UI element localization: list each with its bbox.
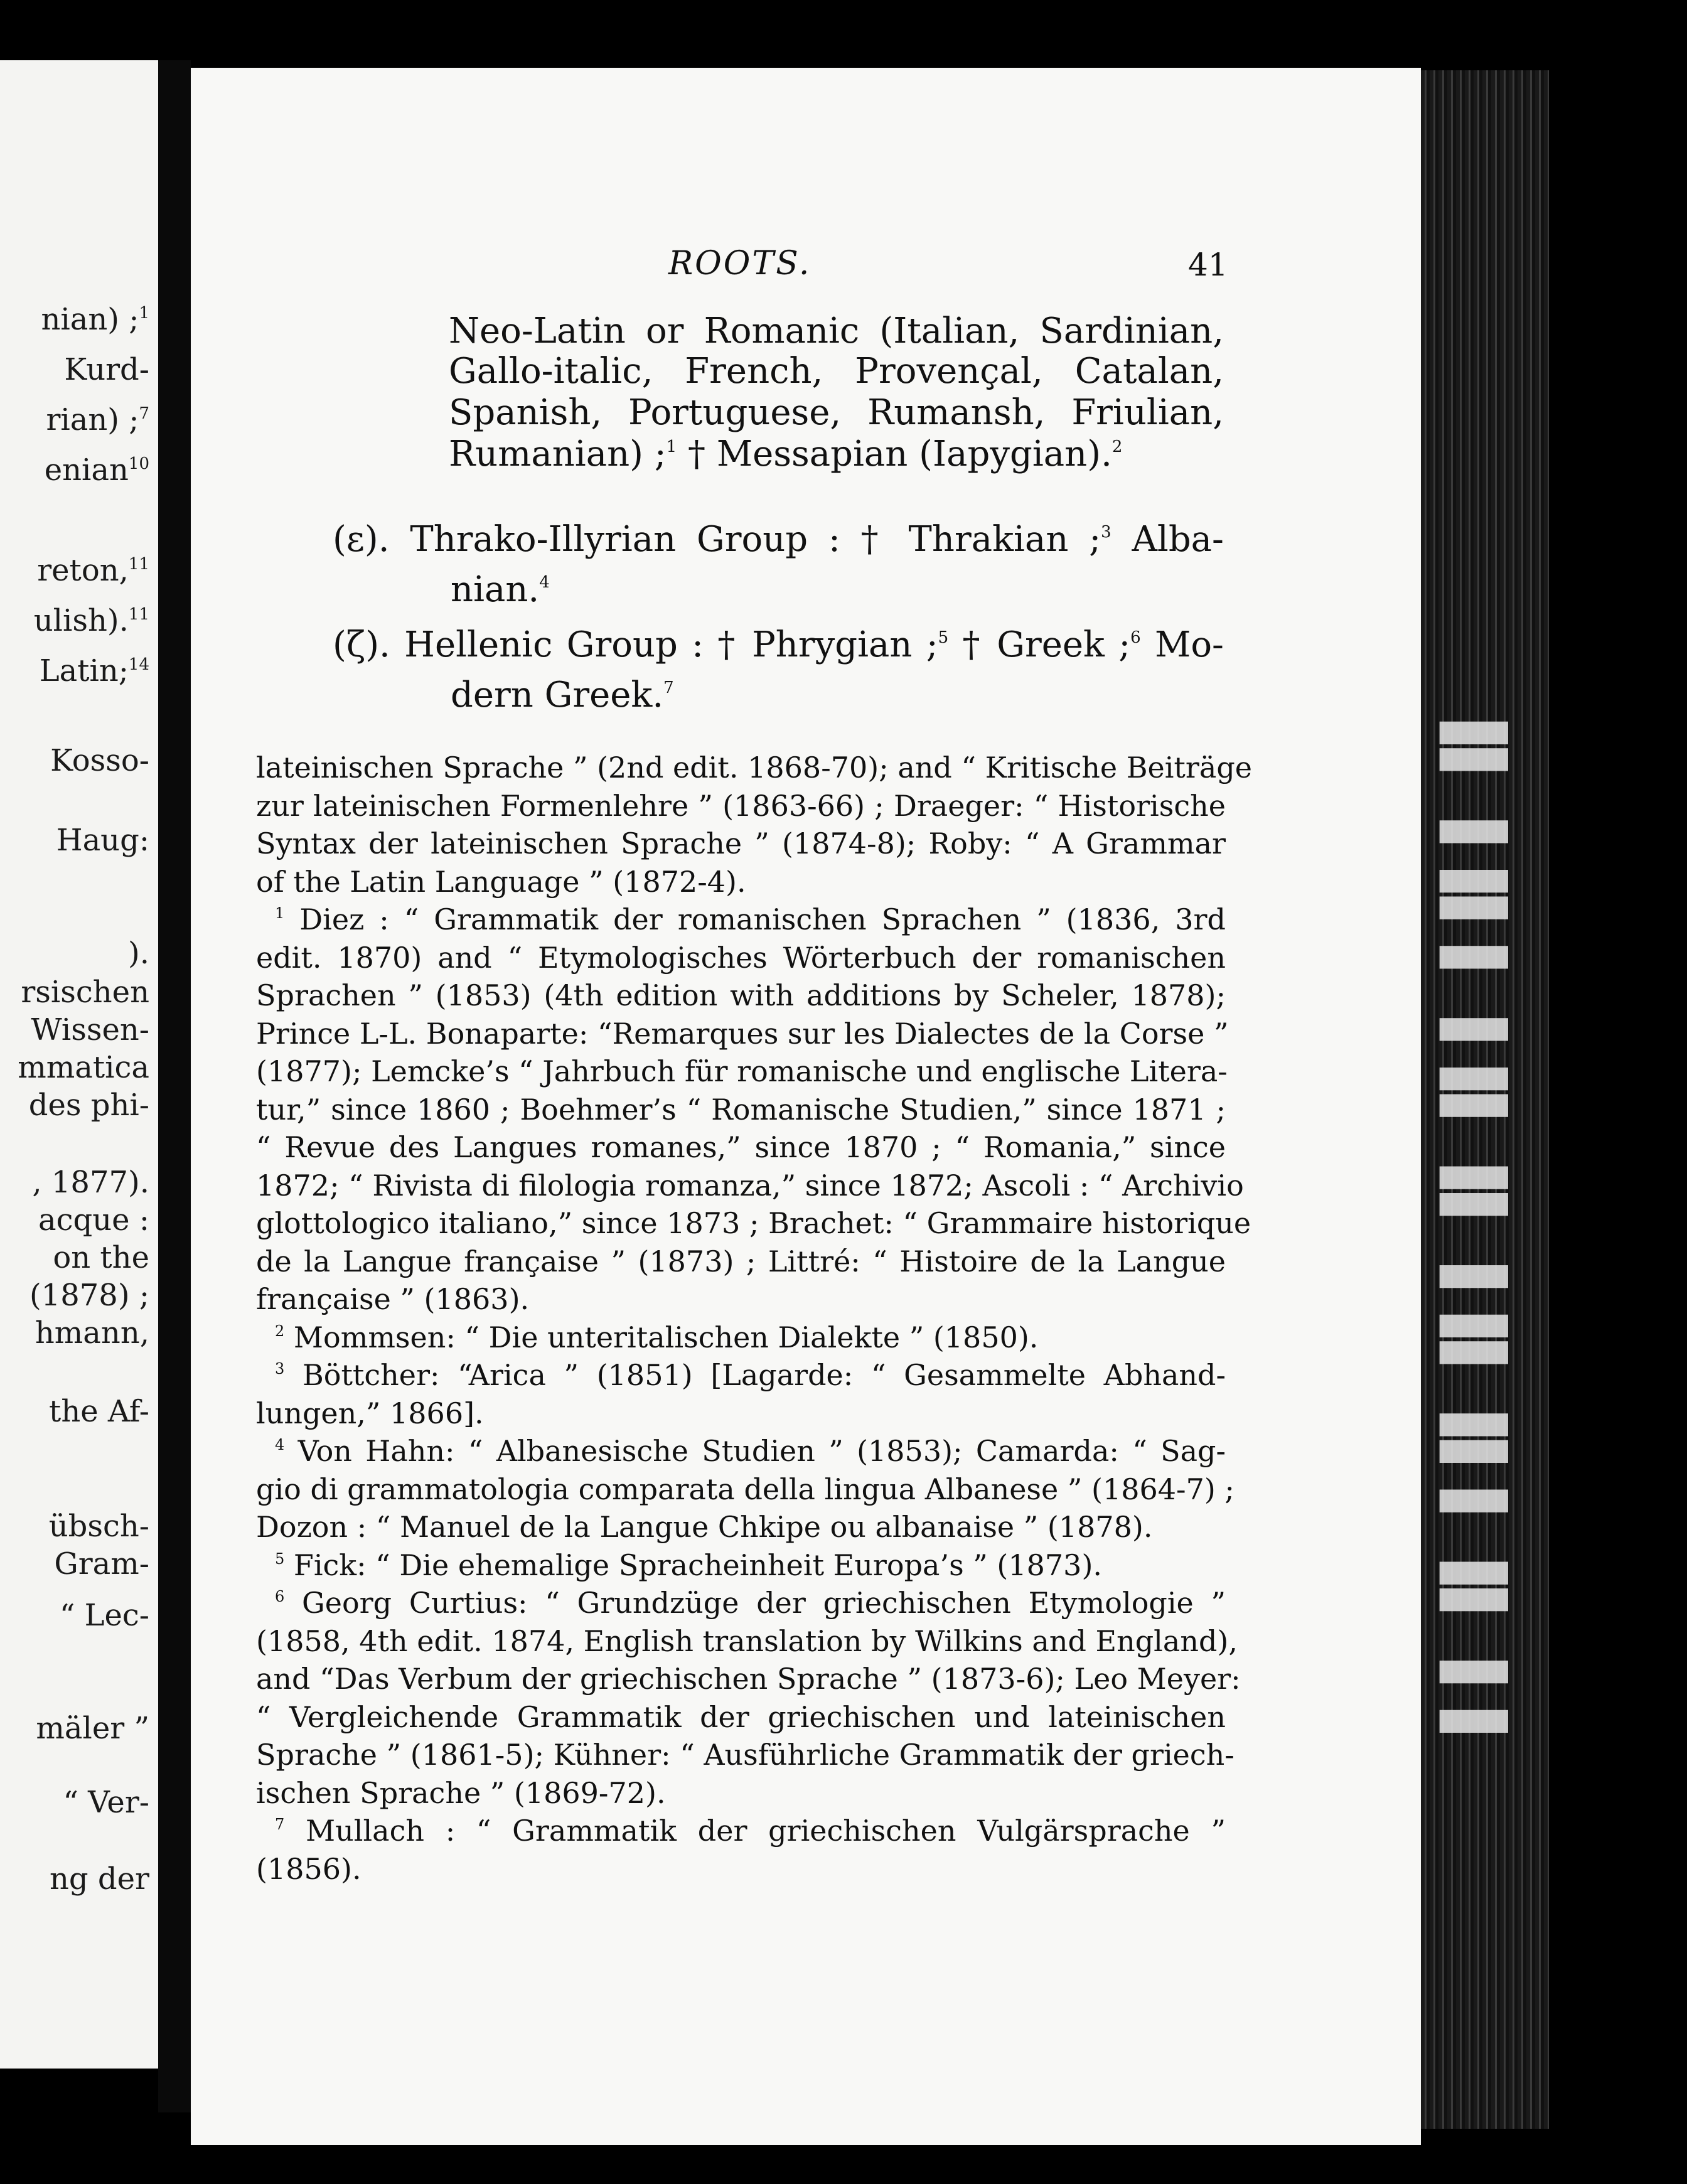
left-page-fragment: enian$^{10}$ [44, 452, 149, 488]
footnote-line: française ” (1863). [256, 1282, 530, 1316]
left-page-fragment: the Af- [49, 1394, 149, 1429]
footnotes [256, 751, 1252, 1892]
footnote-line: zur lateinischen Formenlehre ” (1863-66) ; Draeger: “ Historische [256, 788, 1226, 823]
left-page-fragment: (1878) ; [29, 1278, 149, 1313]
footnote-marker: 3 [275, 1360, 285, 1378]
main-line: Gallo-italic, French, Provençal, Catalan, [449, 351, 1224, 392]
footnote-line: edit. 1870) and “ Etymologisches Wörterbuch der romanischen [256, 940, 1226, 975]
hellenic-continuation: dern Greek.$^7$ [451, 675, 674, 715]
footnote-marker: 6 [275, 1588, 285, 1605]
footnote-line: $^7$ Mullach : “ Grammatik der griechischen Vulgärsprache ” [275, 1814, 1226, 1848]
spine-text-image [1440, 477, 1534, 1732]
left-page-fragment: übsch- [48, 1509, 149, 1544]
footnote-line: of the Latin Language ” (1872-4). [256, 864, 746, 899]
footnote-marker: 4 [275, 1436, 285, 1453]
left-page-fragment: acque : [38, 1202, 149, 1238]
footnote-line: “ Vergleichende Grammatik der griechischen und lateinischen [256, 1700, 1226, 1734]
footnote-line: (1856). [256, 1851, 362, 1886]
footnote-line: Prince L-L. Bonaparte: “Remarques sur les Dialectes de la Corse ” [256, 1016, 1229, 1051]
left-page-fragment: Gram- [54, 1546, 149, 1582]
left-page-fragment: mmatica [18, 1050, 149, 1085]
footnote-marker: 5 [275, 1550, 285, 1568]
footnote-line: glottologico italiano,” since 1873 ; Brachet: “ Grammaire historique [256, 1206, 1251, 1240]
left-page [0, 60, 158, 2069]
main-line: Spanish, Portuguese, Rumansh, Friulian, [449, 392, 1224, 433]
left-page-fragment: Haug: [56, 823, 149, 858]
left-page-fragment: ng der [50, 1861, 149, 1897]
footnote-line: gio di grammatologia comparata della lingua Albanese ” (1864-7) ; [256, 1472, 1234, 1506]
main-line: Neo-Latin or Romanic (Italian, Sardinian, [449, 311, 1224, 351]
left-page-fragment: reton,$^{11}$ [37, 553, 149, 588]
left-page-fragment: Kosso- [50, 743, 149, 778]
left-page-fragment: mäler ” [36, 1711, 149, 1746]
footnote-line: “ Revue des Langues romanes,” since 1870 ; “ Romania,” since [256, 1130, 1226, 1164]
main-line: Rumanian) ;$^1$ † Messapian (Iapygian).$^2$ [449, 434, 1123, 474]
left-page-fragment: Kurd- [64, 352, 149, 387]
thrako-illyrian-group: (ε). Thrako-Illyrian Group : † Thrakian ;$^3$ Alba- [333, 519, 1224, 560]
footnote-marker: 7 [275, 1816, 285, 1833]
left-page-fragment: on the [53, 1240, 149, 1275]
footnote-line: Sprache ” (1861-5); Kühner: “ Ausführliche Grammatik der griech- [256, 1738, 1234, 1772]
footnote-line: $^1$ Diez : “ Grammatik der romanischen Sprachen ” (1836, 3rd [275, 902, 1226, 936]
footnote-line: lateinischen Sprache ” (2nd edit. 1868-70); and “ Kritische Beiträge [256, 751, 1252, 784]
footnote-line: 1872; “ Rivista di filologia romanza,” since 1872; Ascoli : “ Archivio [256, 1168, 1244, 1202]
left-page-fragment: ). [128, 936, 149, 971]
left-page-fragment: hmann, [35, 1315, 149, 1351]
left-page-fragment: “ Ver- [63, 1785, 149, 1820]
footnote-line: (1877); Lemcke’s “ Jahrbuch für romanische und englische Litera- [256, 1054, 1228, 1088]
footnote-line: tur,” since 1860 ; Boehmer’s “ Romanische Studien,” since 1871 ; [256, 1092, 1226, 1127]
left-page-fragment: rsischen [21, 975, 149, 1010]
left-page-fragment: ulish).$^{11}$ [33, 603, 149, 638]
footnote-line: ischen Sprache ” (1869-72). [256, 1775, 666, 1810]
footnote-line: (1858, 4th edit. 1874, English translation by Wilkins and England), [256, 1624, 1238, 1658]
footnote-line: lungen,” 1866]. [256, 1396, 484, 1430]
footnote-line: $^5$ Fick: “ Die ehemalige Spracheinheit Europa’s ” (1873). [275, 1548, 1103, 1582]
running-head: ROOTS. [668, 245, 811, 282]
footnote-line: and “Das Verbum der griechischen Sprache ” (1873-6); Leo Meyer: [256, 1662, 1241, 1696]
left-page-fragment: des phi- [28, 1088, 149, 1123]
footnote-line: Sprachen ” (1853) (4th edition with additions by Scheler, 1878); [256, 978, 1226, 1012]
book-gutter [158, 60, 191, 2112]
footnote-marker: 1 [275, 904, 285, 922]
footnote-line: $^2$ Mommsen: “ Die unteritalischen Dialekte ” (1850). [275, 1320, 1039, 1354]
footnote-line: Syntax der lateinischen Sprache ” (1874-8); Roby: “ A Grammar [256, 827, 1226, 860]
footnote-line: $^4$ Von Hahn: “ Albanesische Studien ” (1853); Camarda: “ Sag- [275, 1434, 1226, 1468]
left-page-fragment: “ Lec- [59, 1598, 149, 1633]
main-text-neo-latin [320, 311, 1224, 477]
footnote-line: $^3$ Böttcher: “Arica ” (1851) [Lagarde: “ Gesammelte Abhand- [275, 1358, 1226, 1392]
left-page-fragment: Latin;$^{14}$ [39, 653, 149, 688]
left-page-fragment: Wissen- [31, 1012, 149, 1047]
thrako-continuation: nian.$^4$ [451, 569, 550, 610]
footnote-line: Dozon : “ Manuel de la Langue Chkipe ou albanaise ” (1878). [256, 1510, 1153, 1544]
left-page-fragment: rian) ;$^7$ [46, 402, 149, 437]
hellenic-group: (ζ). Hellenic Group : † Phrygian ;$^5$ † Greek ;$^6$ Mo- [333, 624, 1224, 665]
footnote-marker: 2 [275, 1322, 285, 1340]
footnote-line: $^6$ Georg Curtius: “ Grundzüge der griechischen Etymologie ” [275, 1586, 1226, 1620]
left-page-fragment: nian) ;$^1$ [41, 302, 149, 337]
page-number: 41 [1188, 247, 1228, 283]
footnote-line: de la Langue française ” (1873) ; Littré: “ Histoire de la Langue [256, 1244, 1226, 1278]
left-page-fragment: , 1877). [32, 1165, 149, 1200]
